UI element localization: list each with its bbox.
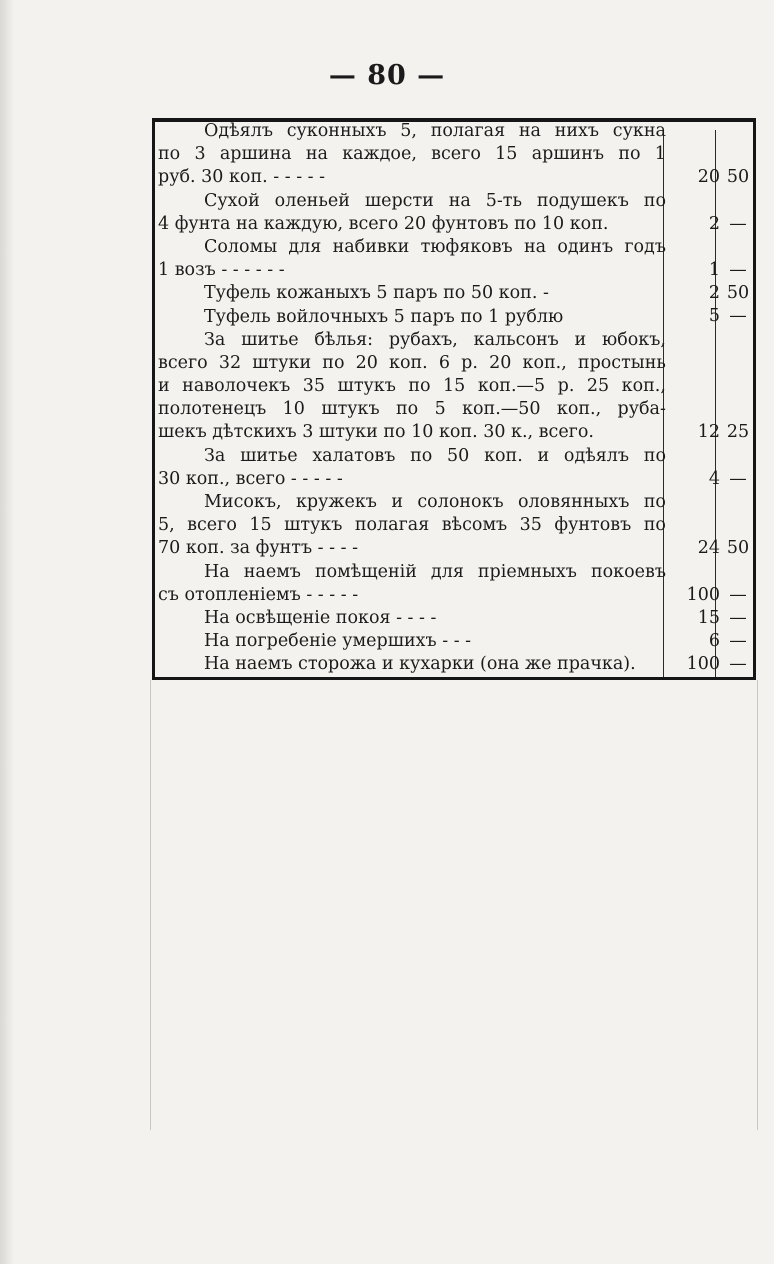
- ledger-entry-text: Одѣялъ суконныхъ 5, полагая на нихъ сукна: [204, 121, 666, 141]
- ledger-row-line: [158, 375, 754, 398]
- ledger-entry-text: На освѣщеніе покоя - - - -: [204, 607, 437, 628]
- rubles-amount: 2: [708, 283, 720, 304]
- ledger-row-line: [158, 166, 754, 189]
- ledger-entry-text: На погребеніе умершихъ - - -: [204, 631, 472, 652]
- kopecks-amount: —: [729, 468, 747, 489]
- ledger-row-line: [158, 561, 754, 584]
- ledger-row: [158, 445, 754, 491]
- ledger-entry-text: 4 фунта на каждую, всего 20 фунтовъ по 10 коп.: [158, 213, 609, 234]
- ledger-row: [158, 120, 754, 190]
- kopecks-amount: —: [729, 213, 747, 234]
- ledger-row-line: [158, 352, 754, 375]
- ledger-entry-text: полотенецъ 10 штукъ по 5 коп.—50 коп., руба-: [158, 399, 666, 420]
- ledger-entry-text: съ отопленіемъ - - - - -: [158, 584, 359, 605]
- kopecks-amount: 25: [726, 422, 750, 443]
- ledger-row: [158, 561, 754, 607]
- ledger-row-line: [158, 190, 754, 213]
- kopecks-amount: —: [729, 260, 747, 281]
- rubles-amount: 12: [697, 422, 720, 443]
- kopecks-amount: 50: [726, 538, 750, 559]
- reverse-side-bleed: [150, 690, 760, 1140]
- rubles-amount: 4: [708, 468, 720, 489]
- page-number: — 80 —: [328, 60, 446, 91]
- kopecks-amount: —: [729, 631, 747, 652]
- rubles-amount: 100: [686, 584, 720, 605]
- ledger-entry-text: Туфель кожаныхъ 5 паръ по 50 коп. -: [204, 283, 549, 304]
- ledger-entry-text: Туфель войлочныхъ 5 паръ по 1 рублю: [204, 306, 564, 327]
- ledger-row-line: [158, 653, 754, 676]
- ledger-row-line: [158, 259, 754, 282]
- ledger-row-line: [158, 306, 754, 329]
- kopecks-amount: —: [729, 584, 747, 605]
- ledger-entry-text: руб. 30 коп. - - - - -: [158, 167, 326, 188]
- ledger-entry-text: На наемъ сторожа и кухарки (она же прачка).: [204, 654, 636, 675]
- ledger-entry-text: по 3 аршина на каждое, всего 15 аршинъ по 1: [158, 144, 666, 165]
- expense-ledger: [158, 120, 754, 677]
- ledger-entry-text: За шитье халатовъ по 50 коп. и одѣялъ по: [204, 445, 666, 466]
- ledger-row-line: [158, 607, 754, 630]
- rubles-amount: 15: [697, 607, 720, 628]
- ledger-row: [158, 607, 754, 630]
- ledger-row-line: [158, 213, 754, 236]
- ledger-row-line: [158, 143, 754, 166]
- ledger-row-line: [158, 120, 754, 143]
- ledger-entry-text: Соломы для набивки тюфяковъ на одинъ годъ: [204, 236, 666, 257]
- ledger-entry-text: 70 коп. за фунтъ - - - -: [158, 538, 359, 559]
- ledger-row: [158, 282, 754, 305]
- ledger-row-line: [158, 398, 754, 421]
- ledger-row-line: [158, 584, 754, 607]
- ledger-entry-text: 30 коп., всего - - - - -: [158, 468, 343, 489]
- ledger-entry-text: Мисокъ, кружекъ и солонокъ оловянныхъ по: [204, 492, 666, 512]
- ledger-row: [158, 630, 754, 653]
- rubles-amount: 24: [697, 538, 720, 559]
- ledger-entry-text: 5, всего 15 штукъ полагая вѣсомъ 35 фунтовъ по: [158, 515, 666, 536]
- ledger-row: [158, 653, 754, 676]
- kopecks-amount: —: [729, 306, 747, 327]
- ledger-row-line: [158, 468, 754, 491]
- ledger-row: [158, 236, 754, 282]
- ledger-entry-text: шекъ дѣтскихъ 3 штуки по 10 коп. 30 к., всего.: [158, 422, 594, 443]
- page-edge-shadow: [0, 0, 14, 1264]
- ledger-row: [158, 491, 754, 561]
- kopecks-amount: —: [729, 654, 747, 675]
- ledger-entry-text: Сухой оленьей шерсти на 5-ть подушекъ по: [204, 190, 666, 211]
- ledger-row-line: [158, 514, 754, 537]
- ledger-row-line: [158, 282, 754, 305]
- ledger-entry-text: всего 32 штуки по 20 коп. 6 р. 20 коп., простынь: [158, 352, 666, 373]
- rubles-amount: 6: [708, 631, 720, 652]
- ledger-row-line: [158, 329, 754, 352]
- rubles-amount: 5: [708, 306, 720, 327]
- ledger-row-line: [158, 445, 754, 468]
- rubles-amount: 20: [697, 167, 720, 188]
- ledger-row: [158, 329, 754, 445]
- ledger-row-line: [158, 421, 754, 444]
- ledger-row: [158, 190, 754, 236]
- kopecks-amount: —: [729, 607, 747, 628]
- kopecks-amount: 50: [726, 283, 750, 304]
- kopecks-amount: 50: [726, 167, 750, 188]
- rubles-amount: 1: [708, 260, 720, 281]
- ledger-entry-text: 1 возъ - - - - - -: [158, 260, 285, 281]
- ledger-row-line: [158, 236, 754, 259]
- ledger-row-line: [158, 491, 754, 514]
- rubles-amount: 2: [708, 213, 720, 234]
- ledger-row-line: [158, 537, 754, 560]
- ledger-entry-text: За шитье бѣлья: рубахъ, кальсонъ и юбокъ,: [204, 329, 666, 350]
- ledger-row: [158, 306, 754, 329]
- ledger-row-line: [158, 630, 754, 653]
- ledger-entry-text: На наемъ помѣщеній для пріемныхъ покоевъ: [204, 561, 666, 582]
- rubles-amount: 100: [686, 654, 720, 675]
- ledger-entry-text: и наволочекъ 35 штукъ по 15 коп.—5 р. 25 коп.,: [158, 376, 666, 397]
